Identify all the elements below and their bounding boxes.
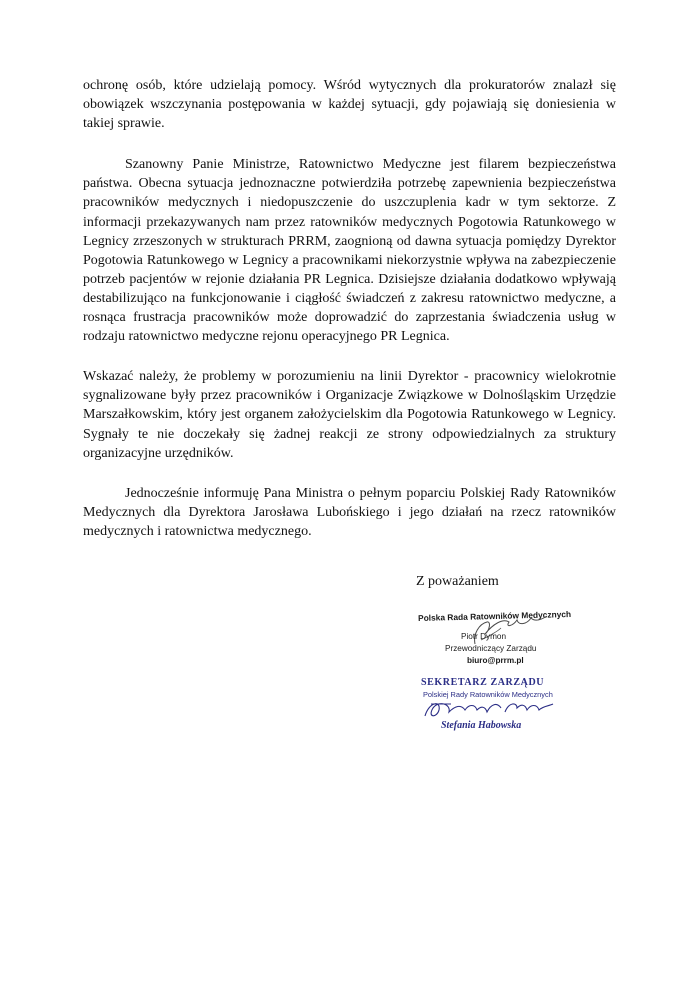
stamp-organization: Polskiej Rady Ratowników Medycznych [423,690,553,699]
chairman-stamp [415,604,585,664]
stamp-name: Piotr Dymon [461,632,507,641]
paragraph-minister-address: Szanowny Panie Ministrze, Ratownictwo Medyczne jest filarem bezpieczeństwa państwa. Obecna sytuacja jednoznaczne potwierdziła potrzebę zapewnienia bezpieczeństwa pracowników medycznych i niedopuszczenie do uszczuplenia kadr w tym sektorze. Z informacji przekazywanych nam przez ratowników medycznych Pogotowia Ratunkowego w Legnicy zrzeszonych w strukturach PRRM, zaognioną od dawna sytuacja pomiędzy Dyrektor Pogotowia Ratunkowego w Legnicy a pracownikami niekorzystnie wpływa na zabezpieczenie potrzeb pacjentów w rejonie działania PR Legnica. Dzisiejsze działania dodatkowo wpływają destabilizująco na funkcjonowanie i ciągłość świadczeń z zakresu ratownictwo medyczne, a rosnąca frustracja pracowników może doprowadzić do zaprzestania świadczenia usług w rodzaju ratownictwo medyczne rejonu operacyjnego PR Legnica. [83,157,616,345]
paragraph-support: Jednocześnie informuję Pana Ministra o pełnym poparciu Polskiej Rady Ratowników Medycznych dla Dyrektora Jarosława Lubońskiego i jego działań na rzecz ratowników medycznych i ratownictwa medycznego. [83,485,616,539]
letter-body [83,76,616,541]
paragraph-problems: Wskazać należy, że problemy w porozumieniu na linii Dyrektor - pracownicy wielokrotnie sygnalizowane były przez pracowników i Organizacje Związkowe w Dolnośląskim Urzędzie Marszałkowskim, który jest organem założycielskim dla Pogotowia Ratunkowego w Legnicy. Sygnały te nie doczekały się żadnej reakcji ze strony odpowiedzialnych za struktury organizacyjne urzędników. [83,369,616,461]
stamp-role: Przewodniczący Zarządu [445,644,537,653]
secretary-stamp [421,674,571,736]
stamp-name: Stefania Habowska [441,720,522,731]
stamp-email: biuro@prrm.pl [467,656,524,665]
stamp-organization: Polska Rada Ratowników Medycznych [417,608,572,624]
closing-salutation: Z poważaniem [416,574,499,589]
paragraph-continuation: ochronę osób, które udzielają pomocy. Wśród wytycznych dla prokuratorów znalazł się obowiązek wszczynania postępowania w każdej sytuacji, gdy pojawiają się doniesienia w takiej sprawie. [83,78,616,132]
secretary-signature [421,696,561,722]
stamp-title: SEKRETARZ ZARZĄDU [421,677,545,688]
